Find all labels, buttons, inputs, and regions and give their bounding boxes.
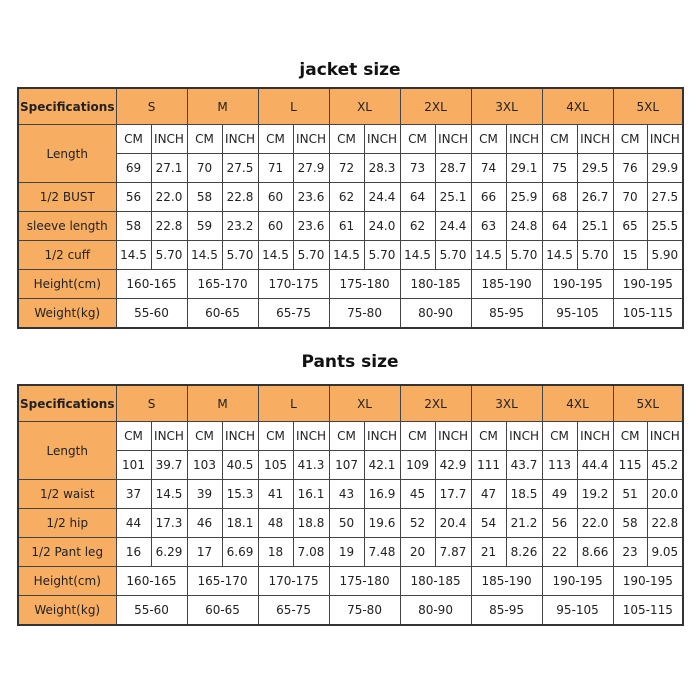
value-cm: 49 [542, 480, 577, 509]
value-cm: 115 [613, 451, 647, 480]
value-cm: 39 [187, 480, 222, 509]
value-inch: 9.05 [647, 538, 683, 567]
weight-range: 75-80 [329, 299, 400, 329]
unit-cm: CM [400, 422, 435, 451]
value-cm: 17 [187, 538, 222, 567]
value-inch: 24.4 [435, 212, 471, 241]
value-inch: 39.7 [151, 451, 187, 480]
value-inch: 29.9 [647, 154, 683, 183]
value-inch: 25.9 [506, 183, 542, 212]
value-cm: 14.5 [187, 241, 222, 270]
weight-range: 105-115 [613, 299, 683, 329]
value-inch: 27.5 [222, 154, 258, 183]
unit-cm: CM [258, 125, 293, 154]
value-inch: 19.2 [577, 480, 613, 509]
value-cm: 62 [329, 183, 364, 212]
value-cm: 61 [329, 212, 364, 241]
value-inch: 26.7 [577, 183, 613, 212]
row-label: sleeve length [18, 212, 116, 241]
units-row [18, 125, 683, 154]
size-header: M [187, 88, 258, 125]
value-cm: 73 [400, 154, 435, 183]
value-inch: 44.4 [577, 451, 613, 480]
jacket-size-table [17, 87, 684, 329]
value-cm: 111 [471, 451, 506, 480]
value-inch: 7.48 [364, 538, 400, 567]
size-header: 5XL [613, 88, 683, 125]
value-inch: 22.0 [577, 509, 613, 538]
unit-cm: CM [542, 422, 577, 451]
measurement-row [18, 212, 683, 241]
value-inch: 21.2 [506, 509, 542, 538]
value-inch: 8.66 [577, 538, 613, 567]
size-header-row [18, 385, 683, 422]
value-inch: 5.90 [647, 241, 683, 270]
height-range: 190-195 [542, 567, 613, 596]
length-values-row [18, 154, 683, 183]
value-cm: 58 [187, 183, 222, 212]
value-cm: 76 [613, 154, 647, 183]
size-header: S [116, 88, 187, 125]
value-inch: 5.70 [506, 241, 542, 270]
height-label: Height(cm) [18, 270, 116, 299]
value-cm: 16 [116, 538, 151, 567]
value-cm: 70 [187, 154, 222, 183]
value-cm: 113 [542, 451, 577, 480]
value-inch: 5.70 [577, 241, 613, 270]
value-cm: 64 [400, 183, 435, 212]
unit-cm: CM [613, 422, 647, 451]
unit-cm: CM [116, 422, 151, 451]
size-header: XL [329, 88, 400, 125]
row-label: 1/2 Pant leg [18, 538, 116, 567]
unit-cm: CM [542, 125, 577, 154]
value-cm: 14.5 [542, 241, 577, 270]
value-cm: 20 [400, 538, 435, 567]
height-label: Height(cm) [18, 567, 116, 596]
value-cm: 19 [329, 538, 364, 567]
unit-inch: INCH [577, 422, 613, 451]
units-row [18, 422, 683, 451]
value-cm: 23 [613, 538, 647, 567]
value-cm: 71 [258, 154, 293, 183]
value-cm: 109 [400, 451, 435, 480]
measurement-row [18, 241, 683, 270]
value-cm: 101 [116, 451, 151, 480]
height-row [18, 567, 683, 596]
value-cm: 103 [187, 451, 222, 480]
value-inch: 27.9 [293, 154, 329, 183]
value-cm: 37 [116, 480, 151, 509]
unit-inch: INCH [293, 125, 329, 154]
height-range: 165-170 [187, 270, 258, 299]
value-inch: 25.1 [577, 212, 613, 241]
height-range: 175-180 [329, 270, 400, 299]
weight-range: 80-90 [400, 299, 471, 329]
value-inch: 27.1 [151, 154, 187, 183]
value-inch: 20.0 [647, 480, 683, 509]
unit-cm: CM [471, 422, 506, 451]
measurement-row [18, 509, 683, 538]
unit-cm: CM [187, 125, 222, 154]
value-cm: 44 [116, 509, 151, 538]
weight-range: 55-60 [116, 299, 187, 329]
row-label: 1/2 waist [18, 480, 116, 509]
specifications-label: Specifications [18, 385, 116, 422]
length-values-row [18, 451, 683, 480]
unit-inch: INCH [151, 125, 187, 154]
unit-cm: CM [613, 125, 647, 154]
row-label: 1/2 hip [18, 509, 116, 538]
unit-inch: INCH [364, 125, 400, 154]
unit-inch: INCH [435, 422, 471, 451]
size-header-row [18, 88, 683, 125]
value-inch: 14.5 [151, 480, 187, 509]
unit-cm: CM [329, 125, 364, 154]
value-inch: 16.9 [364, 480, 400, 509]
size-header: 2XL [400, 385, 471, 422]
unit-inch: INCH [222, 125, 258, 154]
value-cm: 50 [329, 509, 364, 538]
weight-range: 95-105 [542, 299, 613, 329]
value-inch: 41.3 [293, 451, 329, 480]
specifications-label: Specifications [18, 88, 116, 125]
weight-range: 60-65 [187, 299, 258, 329]
value-cm: 52 [400, 509, 435, 538]
value-inch: 7.08 [293, 538, 329, 567]
value-inch: 15.3 [222, 480, 258, 509]
value-cm: 41 [258, 480, 293, 509]
value-cm: 63 [471, 212, 506, 241]
height-range: 190-195 [542, 270, 613, 299]
value-inch: 18.1 [222, 509, 258, 538]
weight-label: Weight(kg) [18, 299, 116, 329]
row-label: 1/2 cuff [18, 241, 116, 270]
value-cm: 56 [542, 509, 577, 538]
value-inch: 29.1 [506, 154, 542, 183]
value-inch: 25.1 [435, 183, 471, 212]
size-header: 3XL [471, 385, 542, 422]
measurement-row [18, 183, 683, 212]
value-cm: 58 [613, 509, 647, 538]
value-cm: 58 [116, 212, 151, 241]
unit-inch: INCH [647, 125, 683, 154]
value-cm: 72 [329, 154, 364, 183]
size-header: XL [329, 385, 400, 422]
unit-cm: CM [116, 125, 151, 154]
size-header: 3XL [471, 88, 542, 125]
value-inch: 25.5 [647, 212, 683, 241]
value-inch: 23.6 [293, 183, 329, 212]
unit-cm: CM [258, 422, 293, 451]
value-cm: 14.5 [329, 241, 364, 270]
value-inch: 29.5 [577, 154, 613, 183]
measurement-row [18, 480, 683, 509]
value-inch: 8.26 [506, 538, 542, 567]
height-range: 175-180 [329, 567, 400, 596]
value-cm: 51 [613, 480, 647, 509]
value-inch: 22.0 [151, 183, 187, 212]
value-cm: 64 [542, 212, 577, 241]
value-inch: 5.70 [435, 241, 471, 270]
value-cm: 21 [471, 538, 506, 567]
unit-inch: INCH [577, 125, 613, 154]
value-inch: 22.8 [647, 509, 683, 538]
value-cm: 18 [258, 538, 293, 567]
length-label: Length [18, 125, 116, 183]
value-cm: 22 [542, 538, 577, 567]
weight-range: 75-80 [329, 596, 400, 626]
value-inch: 5.70 [364, 241, 400, 270]
size-header: 5XL [613, 385, 683, 422]
weight-row [18, 299, 683, 329]
value-inch: 24.4 [364, 183, 400, 212]
value-inch: 5.70 [151, 241, 187, 270]
value-cm: 107 [329, 451, 364, 480]
value-inch: 18.8 [293, 509, 329, 538]
unit-cm: CM [471, 125, 506, 154]
value-inch: 27.5 [647, 183, 683, 212]
weight-row [18, 596, 683, 626]
height-range: 180-185 [400, 567, 471, 596]
unit-inch: INCH [435, 125, 471, 154]
value-cm: 14.5 [116, 241, 151, 270]
height-range: 160-165 [116, 567, 187, 596]
value-cm: 14.5 [258, 241, 293, 270]
weight-range: 65-75 [258, 596, 329, 626]
value-cm: 56 [116, 183, 151, 212]
unit-inch: INCH [222, 422, 258, 451]
pants-size-title: Pants size [301, 352, 399, 372]
unit-inch: INCH [364, 422, 400, 451]
value-cm: 60 [258, 212, 293, 241]
weight-range: 105-115 [613, 596, 683, 626]
unit-inch: INCH [506, 125, 542, 154]
value-cm: 14.5 [400, 241, 435, 270]
value-cm: 70 [613, 183, 647, 212]
weight-range: 85-95 [471, 299, 542, 329]
height-range: 165-170 [187, 567, 258, 596]
value-cm: 14.5 [471, 241, 506, 270]
value-inch: 23.2 [222, 212, 258, 241]
value-cm: 45 [400, 480, 435, 509]
value-inch: 5.70 [293, 241, 329, 270]
value-inch: 28.7 [435, 154, 471, 183]
value-inch: 40.5 [222, 451, 258, 480]
value-cm: 69 [116, 154, 151, 183]
value-inch: 23.6 [293, 212, 329, 241]
value-cm: 47 [471, 480, 506, 509]
value-cm: 46 [187, 509, 222, 538]
height-range: 160-165 [116, 270, 187, 299]
value-cm: 43 [329, 480, 364, 509]
value-inch: 19.6 [364, 509, 400, 538]
height-range: 190-195 [613, 270, 683, 299]
length-label: Length [18, 422, 116, 480]
size-header: 4XL [542, 88, 613, 125]
value-cm: 105 [258, 451, 293, 480]
value-inch: 28.3 [364, 154, 400, 183]
weight-label: Weight(kg) [18, 596, 116, 626]
weight-range: 85-95 [471, 596, 542, 626]
value-inch: 18.5 [506, 480, 542, 509]
jacket-size-title: jacket size [299, 60, 401, 80]
size-header: S [116, 385, 187, 422]
value-cm: 68 [542, 183, 577, 212]
height-range: 190-195 [613, 567, 683, 596]
size-header: 2XL [400, 88, 471, 125]
value-cm: 48 [258, 509, 293, 538]
value-inch: 24.0 [364, 212, 400, 241]
pants-size-table [17, 384, 684, 626]
unit-cm: CM [400, 125, 435, 154]
value-inch: 24.8 [506, 212, 542, 241]
size-header: 4XL [542, 385, 613, 422]
value-inch: 20.4 [435, 509, 471, 538]
height-row [18, 270, 683, 299]
value-cm: 74 [471, 154, 506, 183]
measurement-row [18, 538, 683, 567]
value-inch: 17.3 [151, 509, 187, 538]
height-range: 170-175 [258, 270, 329, 299]
value-inch: 5.70 [222, 241, 258, 270]
height-range: 185-190 [471, 567, 542, 596]
weight-range: 80-90 [400, 596, 471, 626]
weight-range: 55-60 [116, 596, 187, 626]
value-cm: 15 [613, 241, 647, 270]
value-cm: 66 [471, 183, 506, 212]
unit-cm: CM [187, 422, 222, 451]
weight-range: 60-65 [187, 596, 258, 626]
value-inch: 16.1 [293, 480, 329, 509]
unit-inch: INCH [293, 422, 329, 451]
value-cm: 60 [258, 183, 293, 212]
value-cm: 65 [613, 212, 647, 241]
value-inch: 6.29 [151, 538, 187, 567]
height-range: 185-190 [471, 270, 542, 299]
size-header: L [258, 385, 329, 422]
value-inch: 45.2 [647, 451, 683, 480]
value-inch: 22.8 [222, 183, 258, 212]
value-inch: 17.7 [435, 480, 471, 509]
value-inch: 42.9 [435, 451, 471, 480]
height-range: 170-175 [258, 567, 329, 596]
weight-range: 95-105 [542, 596, 613, 626]
value-inch: 22.8 [151, 212, 187, 241]
size-header: L [258, 88, 329, 125]
value-inch: 6.69 [222, 538, 258, 567]
value-cm: 62 [400, 212, 435, 241]
unit-inch: INCH [506, 422, 542, 451]
height-range: 180-185 [400, 270, 471, 299]
unit-inch: INCH [151, 422, 187, 451]
value-inch: 7.87 [435, 538, 471, 567]
value-inch: 42.1 [364, 451, 400, 480]
unit-inch: INCH [647, 422, 683, 451]
row-label: 1/2 BUST [18, 183, 116, 212]
size-header: M [187, 385, 258, 422]
unit-cm: CM [329, 422, 364, 451]
weight-range: 65-75 [258, 299, 329, 329]
value-cm: 54 [471, 509, 506, 538]
value-cm: 75 [542, 154, 577, 183]
value-cm: 59 [187, 212, 222, 241]
value-inch: 43.7 [506, 451, 542, 480]
